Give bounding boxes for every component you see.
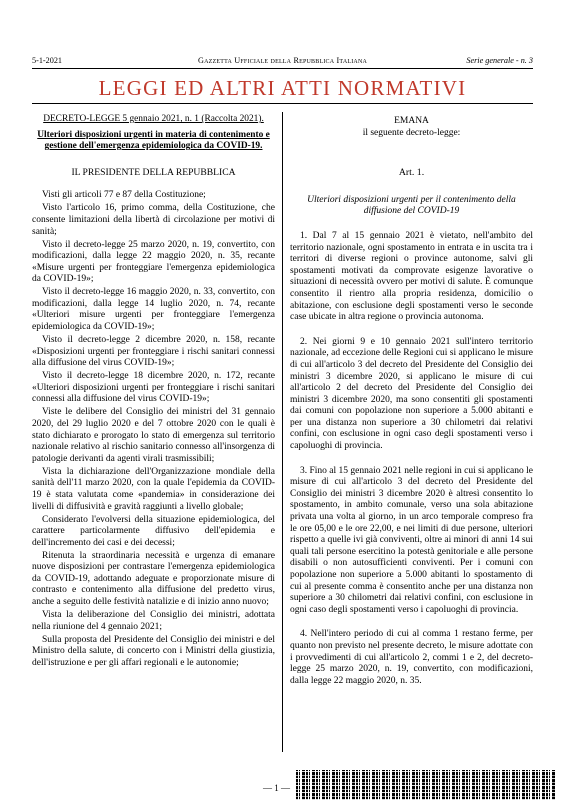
article-paragraph: 1. Dal 7 al 15 gennaio 2021 è vietato, nell'ambito del territorio nazionale, ogni spostamento in entrata e in uscita tra i territori di diverse regioni o province autonome, salvi gli spostamenti motivati da comprovate esigenze lavorative o situazioni di necessità ovvero per motivi di salute. È comunque consentito il rientro alla propria residenza, domicilio o abitazione, con esclusione degli spostamenti verso le seconde case ubicate in altra regione o provincia autonoma. (290, 230, 533, 323)
visto-paragraph: Visti gli articoli 77 e 87 della Costituzione; (42, 190, 206, 201)
emana-heading: EMANA (394, 116, 429, 126)
decree-subtitle: Ulteriori disposizioni urgenti in materia di contenimento e gestione dell'emergenza epidemiologica da COVID-19. (37, 129, 270, 152)
visto-paragraph: Visto il decreto-legge 25 marzo 2020, n. 19, convertito, con modificazioni, dalla legge 22 maggio 2020, n. 35, recante «Misure urgenti per fronteggiare l'emergenza epidemiologica da COVID-19»; (32, 239, 275, 285)
visto-paragraph: Considerato l'evolversi della situazione epidemiologica, del carattere particolarmente diffusivo dell'epidemia e dell'incremento dei casi e dei decessi; (32, 514, 275, 548)
running-header (32, 56, 533, 69)
article-title: Ulteriori disposizioni urgenti per il contenimento della diffusione del COVID-19 (307, 194, 516, 217)
visto-paragraph: Vista la deliberazione del Consiglio dei ministri, adottata nella riunione del 4 gennaio 2021; (32, 610, 275, 632)
section-title: LEGGI ED ALTRI ATTI NORMATIVI (98, 76, 467, 100)
column-divider (282, 112, 283, 752)
decree-title: DECRETO-LEGGE 5 gennaio 2021, n. 1 (Raccolta 2021). (43, 114, 264, 124)
article-paragraph: 4. Nell'intero periodo di cui al comma 1 restano ferme, per quanto non previsto nel presente decreto, le misure adottate con i provvedimenti di cui all'articolo 2, commi 1 e 2, del decreto-legge 25 marzo 2020, n. 19, convertito, con modificazioni, dalla legge 22 maggio 2020, n. 35. (290, 629, 533, 686)
visto-paragraph: Visto il decreto-legge 2 dicembre 2020, n. 158, recante «Disposizioni urgenti per fronteggiare i rischi sanitari connessi alla diffusione del virus COVID-19»; (32, 335, 275, 369)
visto-paragraph: Visto il decreto-legge 16 maggio 2020, n. 33, convertito, con modificazioni, dalla legge 14 luglio 2020, n. 74, recante «Ulteriori misure urgenti per fronteggiare l'emergenza epidemiologica da COVID-19»; (32, 287, 275, 333)
article-number: Art. 1. (398, 167, 425, 179)
visto-paragraph: Vista la dichiarazione dell'Organizzazione mondiale della sanità dell'11 marzo 2020, con la quale l'epidemia da COVID-19 è stata valutata come «pandemia» in considerazione dei livelli di diffusività e gravità raggiunti a livello globale; (32, 466, 275, 512)
left-column (32, 114, 275, 671)
visto-paragraph: Visto il decreto-legge 18 dicembre 2020, n. 172, recante «Ulteriori disposizioni urgenti per fronteggiare i rischi sanitari connessi alla diffusione del virus COVID-19»; (32, 371, 275, 405)
visto-paragraph: Ritenuta la straordinaria necessità e urgenza di emanare nuove disposizioni per contrastare l'emergenza epidemiologica da COVID-19, adottando adeguate e proporzionate misure di contrasto e contenimento alla diffusione del predetto virus, anche a seguito delle festività natalizie e di inizio anno nuovo; (32, 550, 275, 608)
header-date: 5-1-2021 (32, 56, 63, 65)
header-gazette: Gazzetta Ufficiale della Repubblica Italiana (197, 56, 368, 65)
visto-paragraph: Visto l'articolo 16, primo comma, della Costituzione, che consente limitazioni della libertà di circolazione per motivi di sanità; (32, 203, 275, 237)
president-heading: IL PRESIDENTE DELLA REPUBBLICA (71, 166, 236, 178)
visto-paragraph: Viste le delibere del Consiglio dei ministri del 31 gennaio 2020, del 29 luglio 2020 e del 7 ottobre 2020 con le quali è stato dichiarato e prorogato lo stato di emergenza sul territorio nazionale relativo al rischio sanitario connesso all'insorgenza di patologie derivanti da agenti virali trasmissibili; (32, 407, 275, 464)
header-series: Serie generale - n. 3 (466, 56, 533, 65)
right-column (290, 116, 533, 687)
section-rule (32, 103, 533, 104)
page-number: — 1 — (263, 783, 290, 793)
visto-paragraph: Sulla proposta del Presidente del Consiglio dei ministri e del Ministro della salute, di concerto con i Ministri della giustizia, dell'istruzione e per gli affari regionali e le autonomie; (32, 634, 275, 668)
article-paragraph: 3. Fino al 15 gennaio 2021 nelle regioni in cui si applicano le misure di cui all'articolo 3 del decreto del Presidente del Consiglio dei ministri 3 dicembre 2020 è altresì consentito lo spostamento, in ambito comunale, verso una sola abitazione privata una volta al giorno, in un arco temporale compreso fra le ore 05,00 e le ore 22,00, e nei limiti di due persone, ulteriori rispetto a quelle ivi già conviventi, oltre ai minori di anni 14 sui quali tali persone esercitino la potestà genitoriale e alle persone disabili o non autosufficienti conviventi. Per i comuni con popolazione non superiore a 5.000 abitanti lo spostamento di cui al presente comma è consentito anche per una distanza non superiore a 30 chilometri dai relativi confini, con esclusione in ogni caso degli spostamenti verso i capoluoghi di provincia. (290, 465, 533, 615)
article-paragraph: 2. Nei giorni 9 e 10 gennaio 2021 sull'intero territorio nazionale, ad eccezione delle Regioni cui si applicano le misure di cui all'articolo 3 del decreto del Presidente del Consiglio dei ministri 3 dicembre 2020, si applicano le misure di cui all'articolo 2 del decreto del Presidente del Consiglio dei ministri 3 dicembre 2020, ma sono consentiti gli spostamenti dai comuni con popolazione non superiore a 5.000 abitanti e per una distanza non superiore a 30 chilometri dai relativi confini, con esclusione in ogni caso degli spostamenti verso i capoluoghi di provincia. (290, 336, 533, 452)
barcode-image (296, 770, 556, 800)
emana-subheading: il seguente decreto-legge: (362, 127, 461, 138)
